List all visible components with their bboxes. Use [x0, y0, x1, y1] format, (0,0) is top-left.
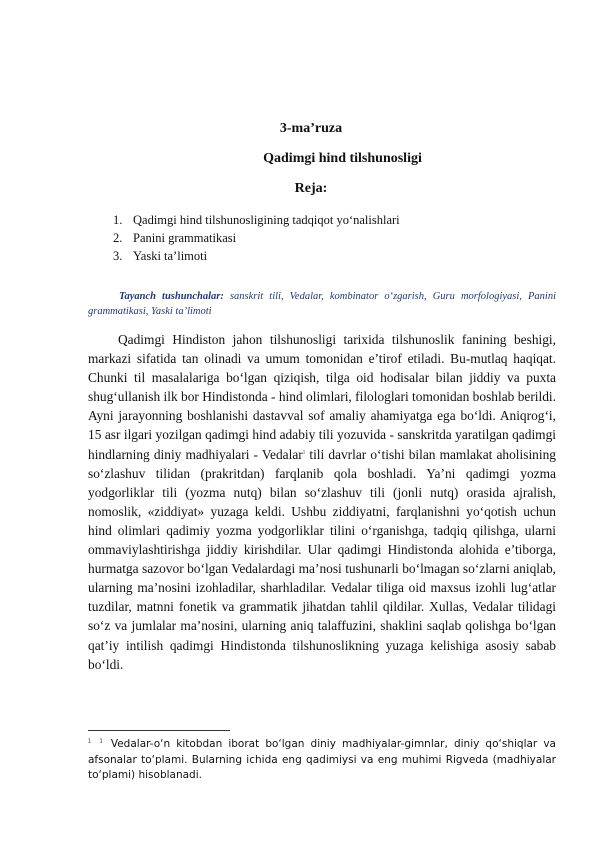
plan-item-text: Yaski ta’limoti — [133, 249, 208, 263]
footnote-text: Vedalar-o‘n kitobdan iborat bo‘lgan diniy madhiyalar-gimnlar, diniy qo‘shiqlar va afsonalar to‘plami. Bularning ichida eng qadimiysi va eng muhimi Rigveda (madhiyalar to‘plami) hisoblanadi. — [88, 738, 556, 781]
plan-item — [113, 247, 553, 265]
lecture-title: Qadimgi hind tilshunosligi — [263, 151, 422, 166]
plan-item — [113, 229, 553, 247]
body-paragraph — [88, 330, 556, 674]
footnote-separator — [88, 730, 230, 731]
plan-list — [113, 211, 553, 265]
plan-item-text: Panini grammatikasi — [133, 231, 237, 245]
plan-heading: Reja: — [294, 181, 328, 196]
plan-item — [113, 211, 553, 229]
keywords-paragraph — [88, 289, 556, 319]
body-text-part1: Qadimgi Hindiston jahon tilshunosligi tarixida tilshunoslik fanining beshigi, markazi sifatida tan olinadi va umum tomonidan e’tirof etiladi. Bu-mutlaq haqiqat. Chunki til masalalariga bo‘lgan qiziqish, tilga oid hodisalar bilan jiddiy va puxta shug‘ullanish ilk bor Hindistonda - hind olimlari, filologlari tomonidan boshlab berildi. Ayni jarayonning boshlanishi dastavval sof amaliy ahamiyatga ega bo‘ldi. Aniqrog‘i, 15 asr ilgari yozilgan qadimgi hind adabiy tili yozuvida - sanskritda yaratilgan qadimgi hindlarning diniy madhiyalari - Vedalar — [88, 332, 556, 462]
footnote-mark: 1 1 — [88, 738, 105, 745]
footnote — [88, 737, 556, 784]
body-text-part2: tili davrlar o‘tishi bilan mamlakat aholisining so‘zlashuv tilidan (prakritdan) farqlanib qola boshladi. Ya’ni qadimgi yozma yodgorliklar tili (yozma nutq) bilan so‘zlashuv tili (jonli nutq) orasida ajralish, nomoslik, «ziddiyat» yuzaga keldi. Ushbu ziddiyatni, farqlanishni yo‘qotish uchun hind olimlari qadimiy yozma yodgorliklar tilini o‘rganishga, tadqiq qilishga, ularni ommaviylashtirishga jiddiy kirishdilar. Ular qadimgi Hindistonda alohida e’tiborga, hurmatga sazovor bo‘lgan Vedalardagi ma’nosi tushunarli bo‘lmagan so‘zlarni aniqlab, ularning ma’nosini izohladilar, sharhladilar. Vedalar tiliga oid maxsus izohli lug‘atlar tuzdilar, matnni fonetik va grammatik jihatdan tahlil qildilar. Xullas, Vedalar tilidagi so‘z va jumlalar ma’nosini, ularning aniq talaffuzini, shaklini saqlab qolishga bo‘lgan qat’iy intilish qadimgi Hindistonda tilshunoslikning yuzaga kelishiga asosiy sabab bo‘ldi. — [88, 446, 556, 672]
plan-item-number: 3. — [113, 249, 123, 263]
plan-item-number: 1. — [113, 213, 123, 227]
plan-item-text: Qadimgi hind tilshunosligining tadqiqot yo‘nalishlari — [133, 213, 400, 227]
keywords-label: Tayanch tushunchalar: — [119, 291, 224, 302]
plan-item-number: 2. — [113, 231, 123, 245]
lecture-number: 3-ma’ruza — [279, 121, 343, 136]
keywords-text: sanskrit tili, Vedalar, kombinator o‘zgarish, Guru morfologiyasi, Panini grammatikasi, Yaski ta’limoti — [88, 291, 556, 317]
footnote-reference[interactable]: 1 — [302, 450, 306, 456]
